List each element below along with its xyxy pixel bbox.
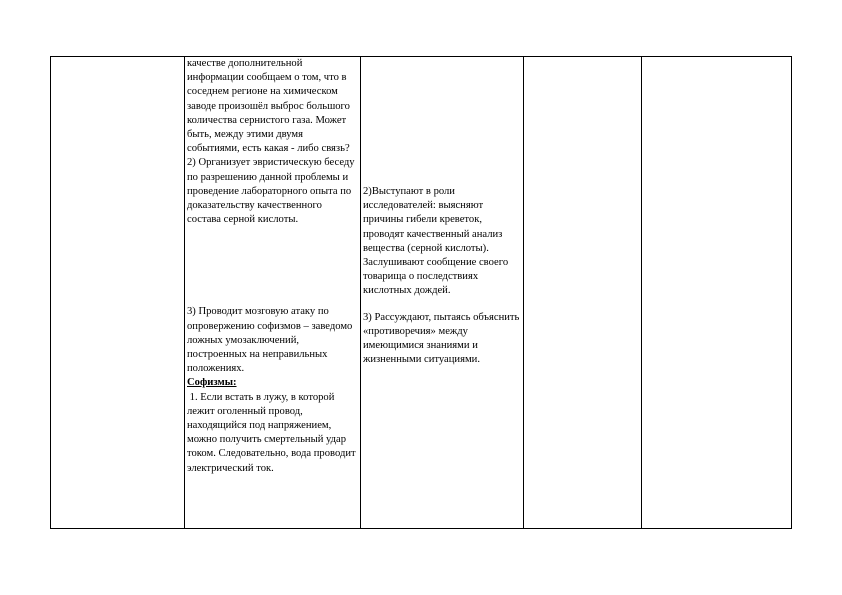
spacer bbox=[187, 227, 358, 305]
sophism-1-text: 1. Если встать в лужу, в которой лежит оголенный провод, находящийся под напряжением, можно получить смертельный удар током. Следовательно, вода проводит электрический ток. bbox=[187, 391, 359, 474]
teacher-step-3-text: 3) Проводит мозговую атаку по опровержению софизмов – заведомо ложных умозаключений, построенных на неправильных положениях. bbox=[187, 306, 353, 375]
table-row bbox=[51, 57, 792, 529]
empty-cell bbox=[524, 57, 642, 529]
teacher-step-2-text: 2) Организует эвристическую беседу по разрешению данной проблемы и проведение лабораторного опыта по доказательству качественного состава серной кислоты. bbox=[187, 157, 355, 226]
stage-cell bbox=[51, 57, 185, 529]
student-step-2-text: 2)Выступают в роли исследователей: выясняют причины гибели креветок, проводят качественный анализ вещества (серной кислоты). Заслушивают сообщение своего товарища о последствиях кислотных дождей. bbox=[363, 186, 509, 297]
student-activity-cell bbox=[361, 57, 524, 529]
lesson-plan-table bbox=[50, 56, 792, 529]
student-step-3-text: 3) Рассуждают, пытаясь объяснить «противоречия» между имеющимися знаниями и жизненными ситуациями. bbox=[363, 311, 520, 366]
teacher-intro-text: качестве дополнительной информации сообщаем о том, что в соседнем регионе на химическом заводе произошёл выброс большого количества сернистого газа. Может быть, между этими двумя событиями, есть какая - либо связь? bbox=[187, 58, 350, 155]
spacer bbox=[363, 57, 521, 185]
empty-cell bbox=[642, 57, 792, 529]
spacer bbox=[363, 299, 521, 311]
sophisms-heading: Софизмы: bbox=[187, 377, 237, 389]
teacher-activity-cell bbox=[185, 57, 361, 529]
